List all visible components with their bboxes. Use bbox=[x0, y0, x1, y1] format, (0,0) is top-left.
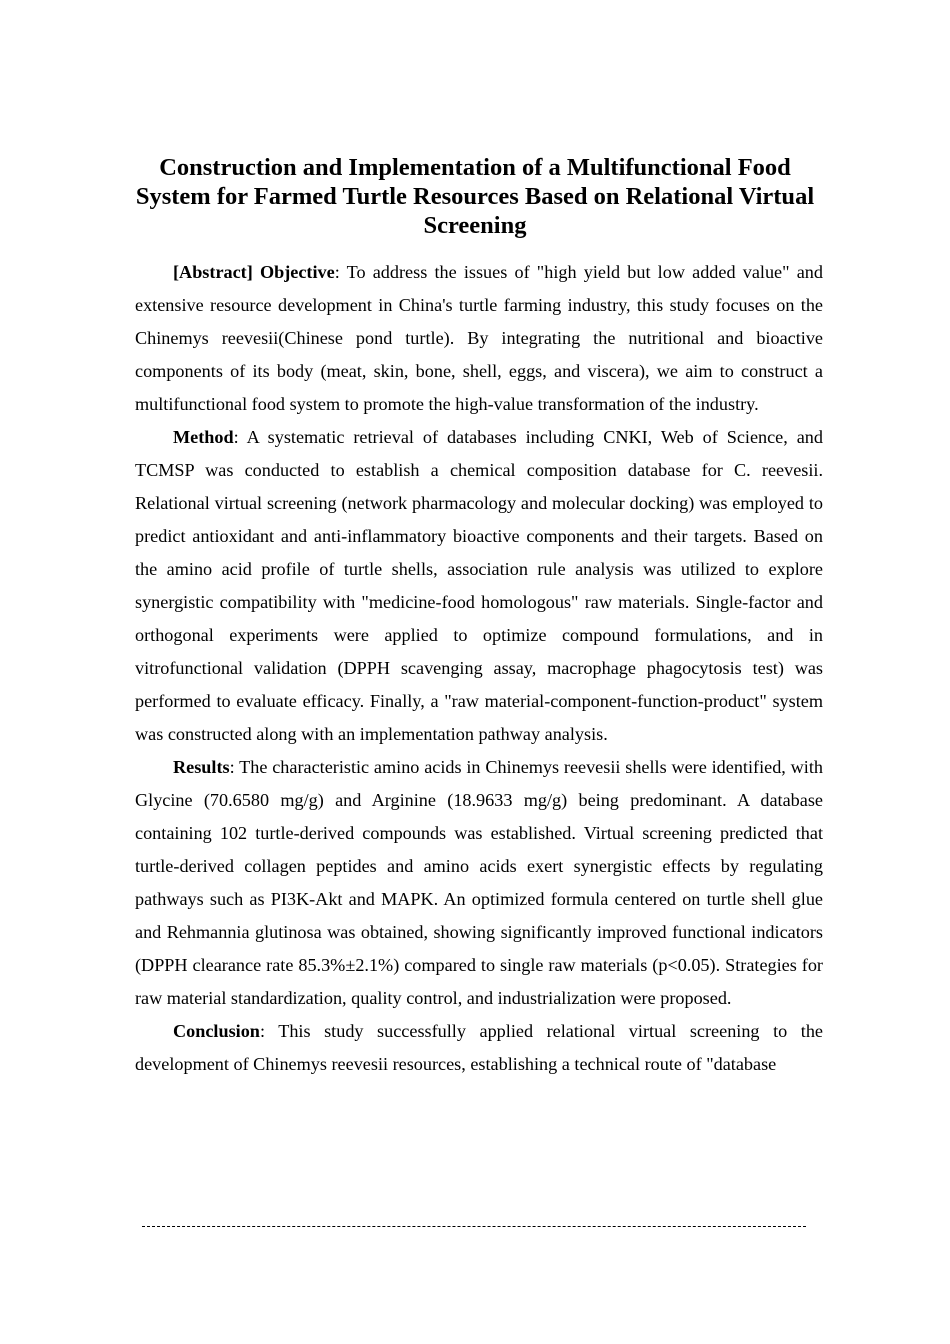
objective-label: [Abstract] Objective bbox=[173, 262, 335, 282]
footnote-divider bbox=[142, 1226, 806, 1227]
abstract-conclusion bbox=[135, 1015, 823, 1081]
abstract-objective bbox=[135, 256, 823, 421]
abstract-results bbox=[135, 751, 823, 1015]
conclusion-text: : This study successfully applied relational virtual screening to the development of Chinemys reevesii resources, establishing a technical route of "database bbox=[135, 1021, 823, 1074]
abstract-method bbox=[135, 421, 823, 751]
paper-title: Construction and Implementation of a Multifunctional Food System for Farmed Turtle Resources Based on Relational Virtual Screening bbox=[135, 154, 815, 239]
method-text: : A systematic retrieval of databases including CNKI, Web of Science, and TCMSP was conducted to establish a chemical composition database for C. reevesii. Relational virtual screening (network pharmacology and molecular docking) was employed to predict antioxidant and anti-inflammatory bioactive components and their targets. Based on the amino acid profile of turtle shells, association rule analysis was utilized to explore synergistic compatibility with "medicine-food homologous" raw materials. Single-factor and orthogonal experiments were applied to optimize compound formulations, and in vitrofunctional validation (DPPH scavenging assay, macrophage phagocytosis test) was performed to evaluate efficacy. Finally, a "raw material-component-function-product" system was constructed along with an implementation pathway analysis. bbox=[135, 427, 823, 744]
method-label: Method bbox=[173, 427, 234, 447]
results-text: : The characteristic amino acids in Chinemys reevesii shells were identified, with Glycine (70.6580 mg/g) and Arginine (18.9633 mg/g) being predominant. A database containing 102 turtle-derived compounds was established. Virtual screening predicted that turtle-derived collagen peptides and amino acids exert synergistic effects by regulating pathways such as PI3K-Akt and MAPK. An optimized formula centered on turtle shell glue and Rehmannia glutinosa was obtained, showing significantly improved functional indicators (DPPH clearance rate 85.3%±2.1%) compared to single raw materials (p<0.05). Strategies for raw material standardization, quality control, and industrialization were proposed. bbox=[135, 757, 823, 1008]
objective-text: : To address the issues of "high yield but low added value" and extensive resource development in China's turtle farming industry, this study focuses on the Chinemys reevesii(Chinese pond turtle). By integrating the nutritional and bioactive components of its body (meat, skin, bone, shell, eggs, and viscera), we aim to construct a multifunctional food system to promote the high-value transformation of the industry. bbox=[135, 262, 823, 414]
results-label: Results bbox=[173, 757, 230, 777]
conclusion-label: Conclusion bbox=[173, 1021, 260, 1041]
abstract bbox=[135, 256, 823, 1081]
